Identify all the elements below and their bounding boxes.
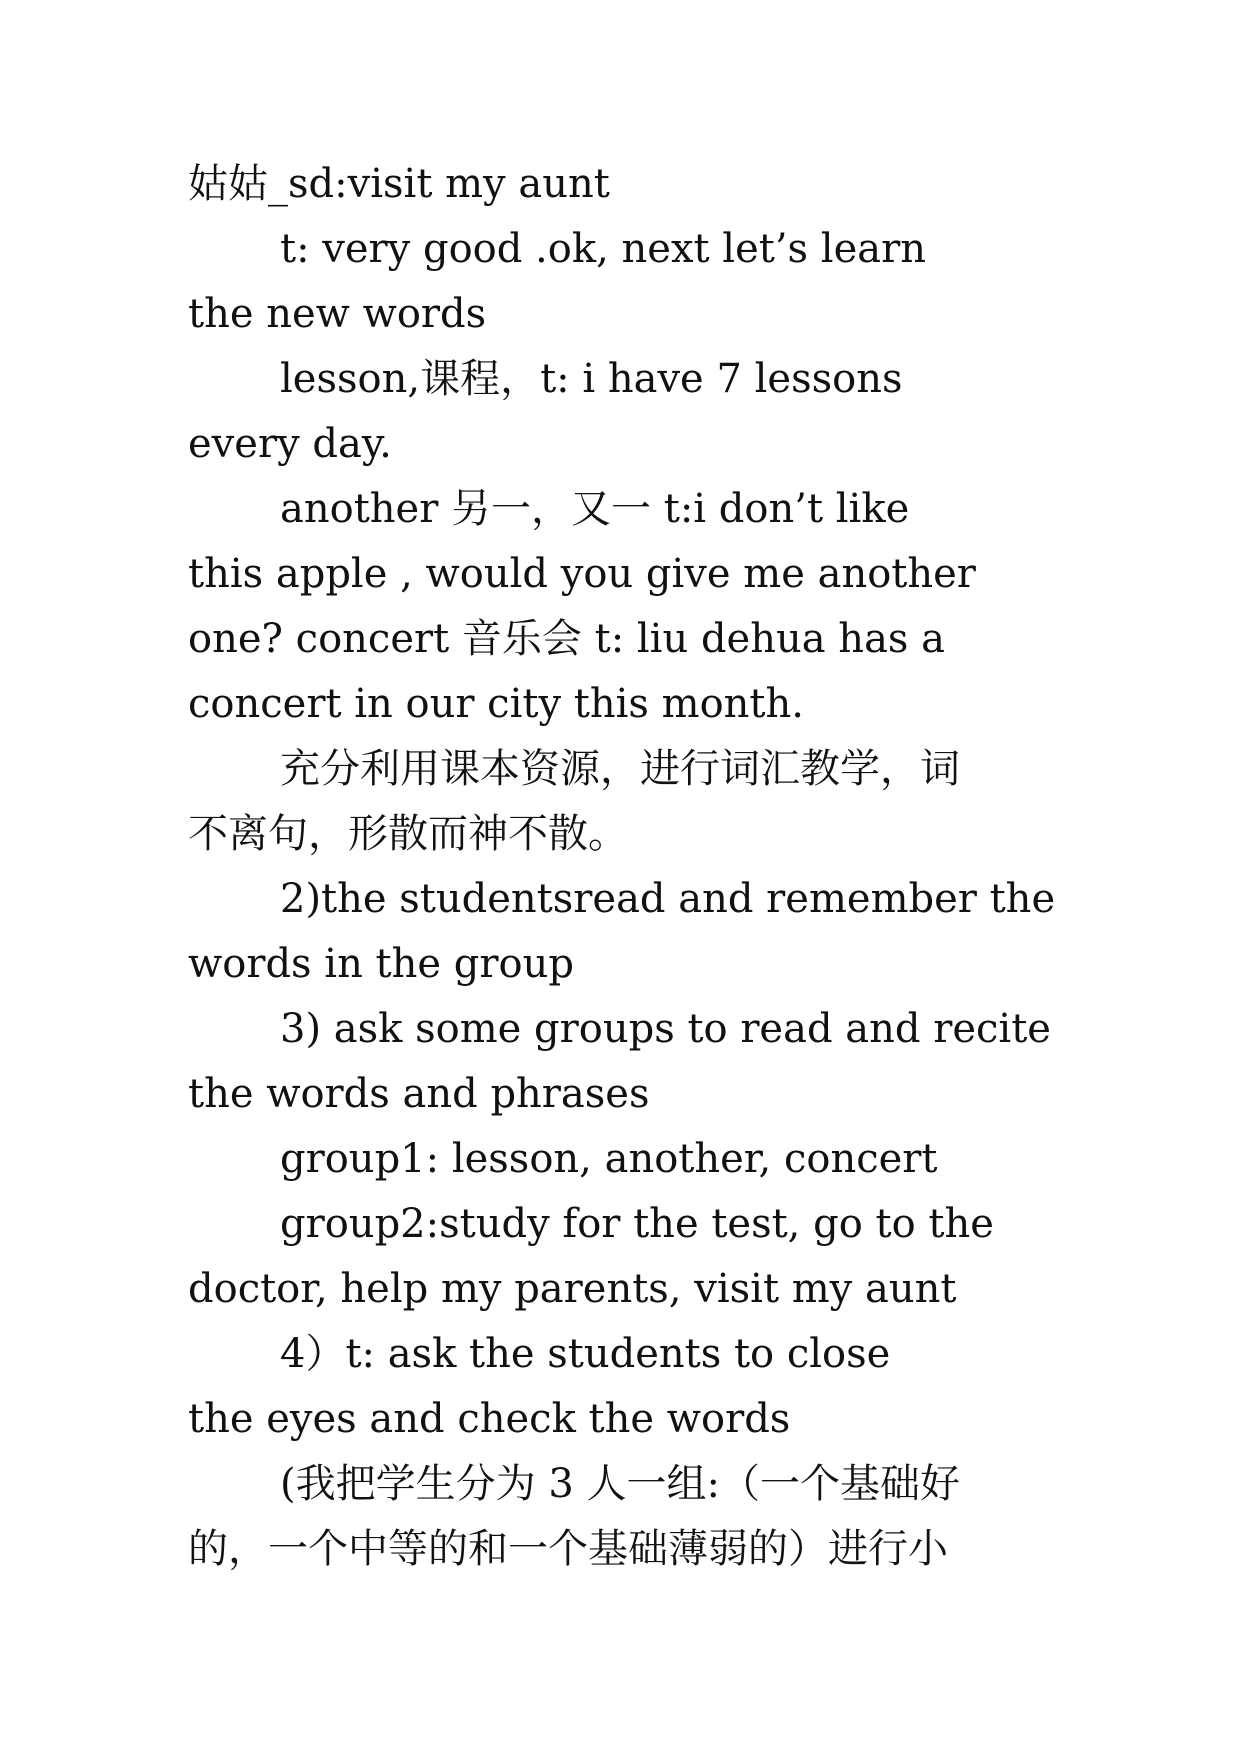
document-body: [188, 152, 1058, 1582]
text-line: the words and phrases: [188, 1071, 650, 1117]
text-line: group2:study for the test, go to the: [280, 1201, 994, 1247]
text-line: 3) ask some groups to read and recite: [280, 1006, 1051, 1052]
text-line: the new words: [188, 291, 487, 337]
text-line: one? concert 音乐会 t: liu dehua has a: [188, 616, 946, 662]
text-line: doctor, help my parents, visit my aunt: [188, 1266, 957, 1312]
text-line: the eyes and check the words: [188, 1396, 791, 1442]
text-line: 姑姑_sd:visit my aunt: [188, 161, 610, 207]
text-line: words in the group: [188, 941, 574, 987]
text-line: this apple , would you give me another: [188, 551, 976, 597]
text-line: another 另一，又一 t:i don’t like: [280, 486, 910, 532]
text-line: t: very good .ok, next let’s learn: [280, 226, 926, 272]
text-line: concert in our city this month.: [188, 681, 804, 727]
text-line: lesson,课程，t: i have 7 lessons: [280, 356, 903, 402]
text-line: 4）t: ask the students to close: [280, 1331, 891, 1377]
text-line: every day.: [188, 421, 392, 467]
text-line: 充分利用课本资源，进行词汇教学，词: [280, 746, 960, 792]
text-line: 不离句，形散而神不散。: [188, 811, 628, 857]
text-line: group1: lesson, another, concert: [280, 1136, 938, 1182]
text-line: 的，一个中等的和一个基础薄弱的）进行小: [188, 1526, 948, 1572]
text-line: 2)the studentsread and remember the: [280, 876, 1056, 922]
text-line: (我把学生分为 3 人一组:（一个基础好: [280, 1461, 960, 1507]
